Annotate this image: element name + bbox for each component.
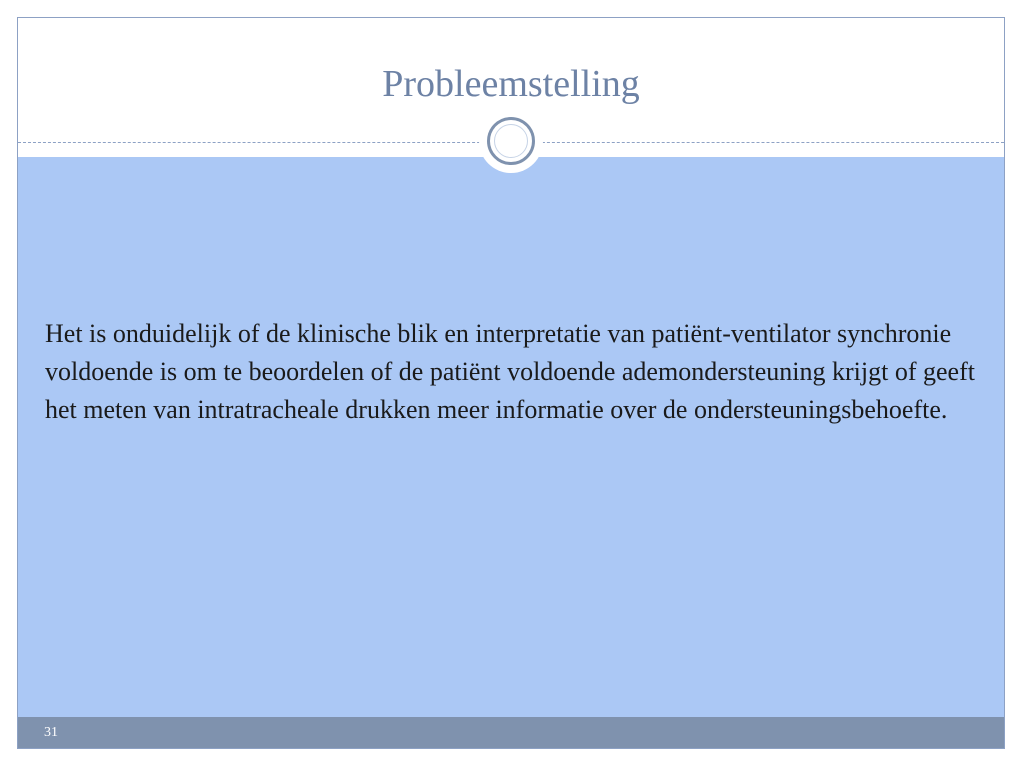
slide-frame	[17, 17, 1005, 749]
ornament-inner-ring	[494, 124, 528, 158]
content-area	[18, 157, 1004, 717]
page-number: 31	[44, 725, 58, 740]
footer-bar	[18, 717, 1004, 749]
slide-title: Probleemstelling	[382, 63, 640, 105]
body-text: Het is onduidelijk of de klinische blik en interpretatie van patiënt-ventilator synchronie voldoende is om te beoordelen of de patiënt voldoende ademondersteuning krijgt of geeft het meten van intratracheale drukken meer informatie over de ondersteuningsbehoefte.	[45, 319, 975, 424]
circle-ring-icon	[479, 109, 543, 173]
ornament-outer-ring	[487, 117, 535, 165]
